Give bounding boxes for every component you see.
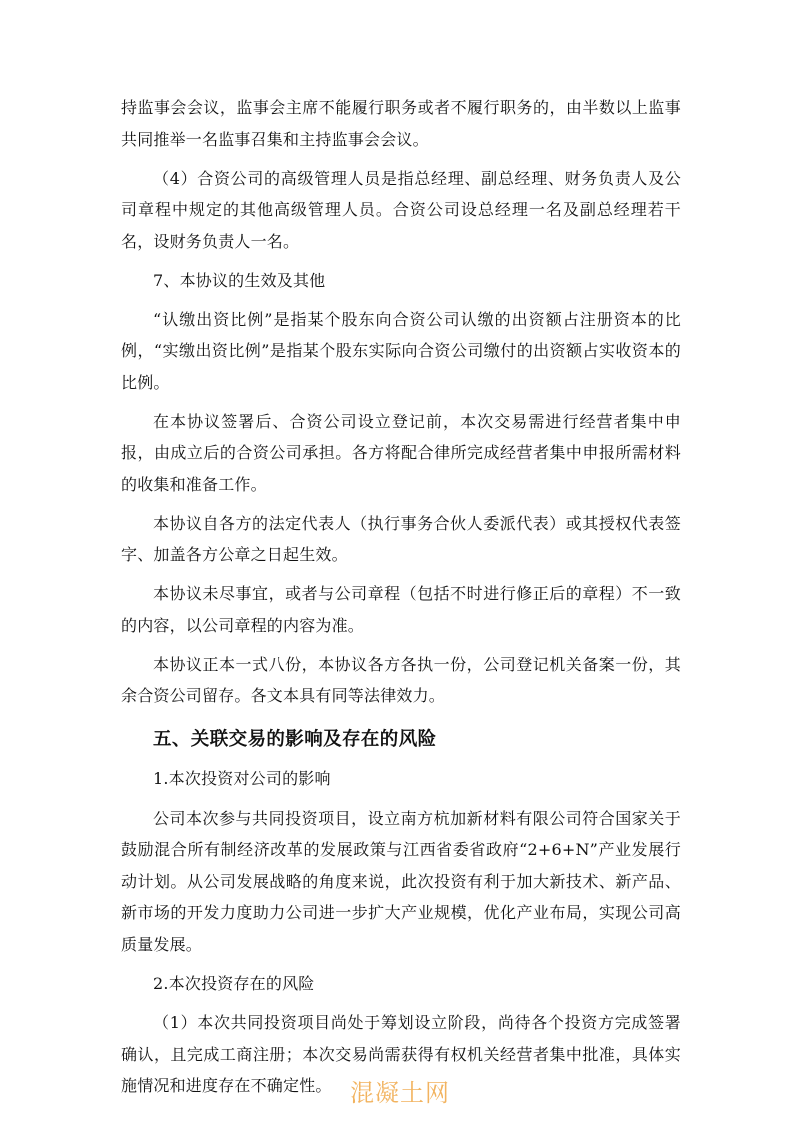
paragraph-impact: 公司本次参与共同投资项目，设立南方杭加新材料有限公司符合国家关于鼓励混合所有制经济改革的发展政策与江西省委省政府“2+6+N”产业发展行动计划。从公司发展战略的角度来说，此次投资有利于加大新技术、新产品、新市场的开发力度助力公司进一步扩大产业规模，优化产业布局，实现公司高质量发展。	[121, 808, 681, 954]
subheading-impact: 1.本次投资对公司的影响	[153, 769, 331, 788]
document-body	[121, 92, 681, 1109]
paragraph-senior-management: （4）合资公司的高级管理人员是指总经理、副总经理、财务负责人及公司章程中规定的其他高级管理人员。合资公司设总经理一名及副总经理若干名，设财务负责人一名。	[121, 168, 681, 251]
paragraph-copies: 本协议正本一式八份，本协议各方各执一份，公司登记机关备案一份，其余合资公司留存。各文本具有同等法律效力。	[121, 654, 681, 705]
paragraph-effective-date: 本协议自各方的法定代表人（执行事务合伙人委派代表）或其授权代表签字、加盖各方公章之日起生效。	[121, 513, 681, 564]
paragraph-risk: （1）本次共同投资项目尚处于筹划设立阶段，尚待各个投资方完成签署确认，且完成工商注册；本次交易尚需获得有权机关经营者集中批准，具体实施情况和进度存在不确定性。	[121, 1013, 681, 1095]
watermark: 混凝土网	[350, 1079, 450, 1107]
paragraph-unresolved-matters: 本协议未尽事宜，或者与公司章程（包括不时进行修正后的章程）不一致的内容，以公司章程的内容为准。	[121, 584, 681, 635]
paragraph-capital-ratio: “认缴出资比例”是指某个股东向合资公司认缴的出资额占注册资本的比例，“实缴出资比例”是指某个股东实际向合资公司缴付的出资额占实收资本的比例。	[121, 309, 681, 392]
clause-heading-effectiveness: 7、本协议的生效及其他	[153, 270, 326, 290]
subheading-risk: 2.本次投资存在的风险	[153, 973, 315, 993]
section-heading: 五、关联交易的影响及存在的风险	[153, 728, 437, 750]
paragraph-concentration-filing: 在本协议签署后、合资公司设立登记前，本次交易需进行经营者集中申报，由成立后的合资公司承担。各方将配合律所完成经营者集中申报所需材料的收集和准备工作。	[121, 411, 681, 494]
paragraph-continuation: 持监事会会议，监事会主席不能履行职务或者不履行职务的，由半数以上监事共同推举一名监事召集和主持监事会会议。	[121, 98, 681, 149]
